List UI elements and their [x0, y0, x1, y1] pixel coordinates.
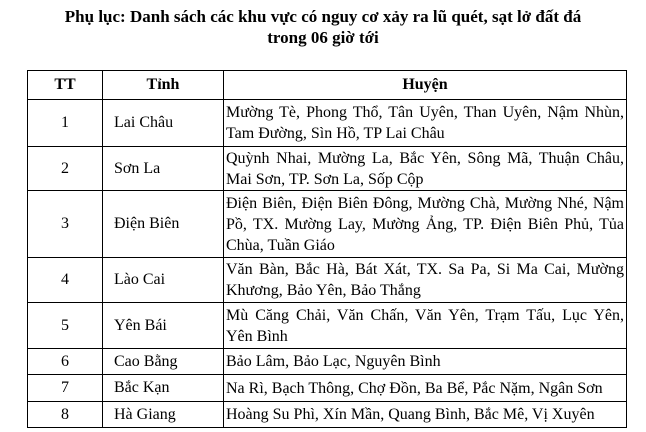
district-cell: Quỳnh Nhai, Mường La, Bắc Yên, Sông Mã, Thuận Châu, Mai Sơn, TP. Sơn La, Sốp Cộp — [224, 147, 627, 191]
table-row — [28, 258, 627, 303]
row-number: 7 — [28, 375, 103, 402]
row-number: 4 — [28, 258, 103, 303]
table-row — [28, 303, 627, 349]
document-title — [0, 6, 646, 48]
area-table — [27, 70, 627, 428]
district-cell: Bảo Lâm, Bảo Lạc, Nguyên Bình — [224, 349, 627, 375]
table-header-row — [28, 71, 627, 100]
row-number: 2 — [28, 147, 103, 191]
row-number: 8 — [28, 402, 103, 428]
province-cell: Cao Bằng — [103, 349, 224, 375]
header-district: Huyện — [224, 71, 627, 100]
province-cell: Lào Cai — [103, 258, 224, 303]
province-cell: Sơn La — [103, 147, 224, 191]
table-row — [28, 191, 627, 258]
row-number: 5 — [28, 303, 103, 349]
province-cell: Yên Bái — [103, 303, 224, 349]
district-cell: Điện Biên, Điện Biên Đông, Mường Chà, Mường Nhé, Nậm Pồ, TX. Mường Lay, Mường Ảng, TP. Điện Biên Phủ, Tủa Chùa, Tuần Giáo — [224, 191, 627, 258]
province-cell: Bắc Kạn — [103, 375, 224, 402]
title-line-2: trong 06 giờ tới — [267, 28, 379, 47]
province-cell: Điện Biên — [103, 191, 224, 258]
header-tt: TT — [28, 71, 103, 100]
row-number: 3 — [28, 191, 103, 258]
table-row — [28, 349, 627, 375]
province-cell: Lai Châu — [103, 100, 224, 147]
table-row — [28, 375, 627, 402]
district-cell: Na Rì, Bạch Thông, Chợ Đồn, Ba Bể, Pắc Nặm, Ngân Sơn — [224, 375, 627, 402]
table-row — [28, 100, 627, 147]
district-cell: Văn Bàn, Bắc Hà, Bát Xát, TX. Sa Pa, Si Ma Cai, Mường Khương, Bảo Yên, Bảo Thắng — [224, 258, 627, 303]
province-cell: Hà Giang — [103, 402, 224, 428]
table-row — [28, 402, 627, 428]
header-province: Tỉnh — [103, 71, 224, 100]
district-cell: Hoàng Su Phì, Xín Mần, Quang Bình, Bắc Mê, Vị Xuyên — [224, 402, 627, 428]
district-cell: Mù Căng Chải, Văn Chấn, Văn Yên, Trạm Tấu, Lục Yên, Yên Bình — [224, 303, 627, 349]
table-row — [28, 147, 627, 191]
title-line-1: Phụ lục: Danh sách các khu vực có nguy cơ xảy ra lũ quét, sạt lở đất đá — [64, 7, 582, 26]
district-cell: Mường Tè, Phong Thổ, Tân Uyên, Than Uyên, Nậm Nhùn, Tam Đường, Sìn Hồ, TP Lai Châu — [224, 100, 627, 147]
row-number: 6 — [28, 349, 103, 375]
row-number: 1 — [28, 100, 103, 147]
